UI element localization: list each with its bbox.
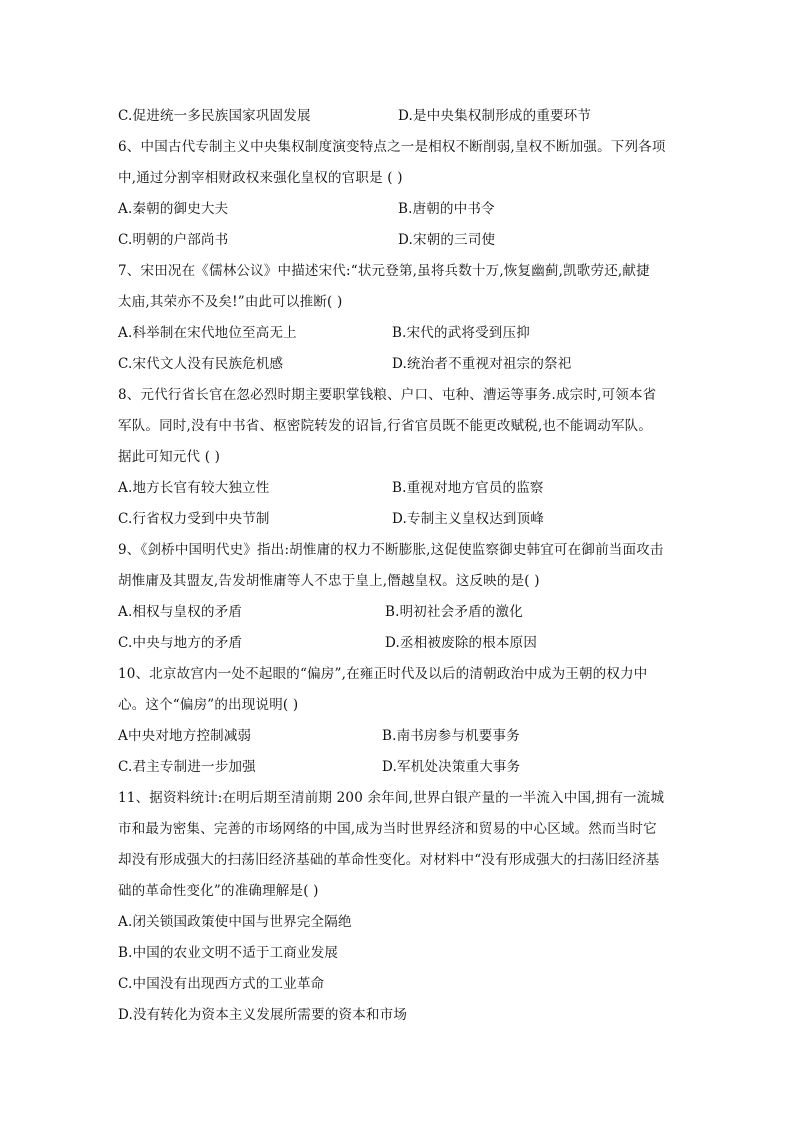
q10-stem-line-2: 心。这个“偏房”的出现说明( ) <box>118 697 299 713</box>
q9-option-c: C.中央与地方的矛盾 <box>118 635 243 651</box>
q11-option-c: C.中国没有出现西方式的工业革命 <box>118 976 325 992</box>
q10-option-b: B.南书房参与机要事务 <box>382 728 520 744</box>
q7-option-a: A.科举制在宋代地位至高无上 <box>118 325 297 341</box>
q9-option-b: B.明初社会矛盾的激化 <box>385 604 523 620</box>
q7-option-d: D.统治者不重视对祖宗的祭祀 <box>392 356 572 372</box>
q11-stem-line-4: 础的革命性变化”的准确理解是( ) <box>118 883 319 899</box>
q5-option-c: C.促进统一多民族国家巩固发展 <box>118 108 311 124</box>
q9-option-a: A.相权与皇权的矛盾 <box>118 604 243 620</box>
q10-option-a: A中央对地方控制减弱 <box>118 728 252 744</box>
q11-option-b: B.中国的农业文明不适于工商业发展 <box>118 945 339 961</box>
q6-option-c: C.明朝的户部尚书 <box>118 232 229 248</box>
q9-stem-line-1: 9、《剑桥中国明代史》指出:胡惟庸的权力不断膨胀,这促使监察御史韩宜可在御前当面攻击 <box>118 542 664 558</box>
q5-option-d: D.是中央集权制形成的重要环节 <box>398 108 592 124</box>
q6-stem-line-1: 6、中国古代专制主义中央集权制度演变特点之一是相权不断削弱,皇权不断加强。下列各项 <box>118 139 666 155</box>
q8-option-a: A.地方长官有较大独立性 <box>118 480 270 496</box>
q11-option-d: D.没有转化为资本主义发展所需要的资本和市场 <box>118 1007 408 1023</box>
q11-stem-line-1: 11、据资料统计:在明后期至清前期 200 余年间,世界白银产量的一半流入中国,拥有一流城 <box>118 790 665 806</box>
q6-option-a: A.秦朝的御史大夫 <box>118 201 229 217</box>
q11-option-a: A.闭关锁国政策使中国与世界完全隔绝 <box>118 914 352 930</box>
q9-option-d: D.丞相被废除的根本原因 <box>385 635 538 651</box>
q8-stem-line-3: 据此可知元代 ( ) <box>118 449 221 465</box>
q7-option-c: C.宋代文人没有民族危机感 <box>118 356 284 372</box>
q6-stem-line-2: 中,通过分割宰相财政权来强化皇权的官职是 ( ) <box>118 170 403 186</box>
q8-option-d: D.专制主义皇权达到顶峰 <box>392 511 545 527</box>
q7-stem-line-2: 太庙,其荣亦不及矣!”由此可以推断( ) <box>118 294 343 310</box>
q7-stem-line-1: 7、宋田况在《儒林公议》中描述宋代:“状元登第,虽将兵数十万,恢复幽蓟,凯歌劳还,献捷 <box>118 263 650 279</box>
q7-option-b: B.宋代的武将受到压抑 <box>392 325 530 341</box>
q10-stem-line-1: 10、北京故宫内一处不起眼的“偏房”,在雍正时代及以后的清朝政治中成为王朝的权力中 <box>118 666 648 682</box>
q6-option-b: B.唐朝的中书令 <box>398 201 495 217</box>
q6-option-d: D.宋朝的三司使 <box>398 232 496 248</box>
q11-stem-line-3: 却没有形成强大的扫荡旧经济基础的革命性变化。对材料中“没有形成强大的扫荡旧经济基 <box>118 852 660 868</box>
q10-option-d: D.军机处决策重大事务 <box>382 759 521 775</box>
q9-stem-line-2: 胡惟庸及其盟友,告发胡惟庸等人不忠于皇上,僭越皇权。这反映的是( ) <box>118 573 540 589</box>
q10-option-c: C.君主专制进一步加强 <box>118 759 256 775</box>
q8-option-c: C.行省权力受到中央节制 <box>118 511 270 527</box>
q8-stem-line-1: 8、元代行省长官在忽必烈时期主要职掌钱粮、户口、屯种、漕运等事务.成宗时,可领本省 <box>118 387 657 403</box>
q8-stem-line-2: 军队。同时,没有中书省、枢密院转发的诏旨,行省官员既不能更改赋税,也不能调动军队。 <box>118 418 653 434</box>
q11-stem-line-2: 市和最为密集、完善的市场网络的中国,成为当时世界经济和贸易的中心区域。然而当时它 <box>118 821 657 837</box>
q8-option-b: B.重视对地方官员的监察 <box>392 480 544 496</box>
